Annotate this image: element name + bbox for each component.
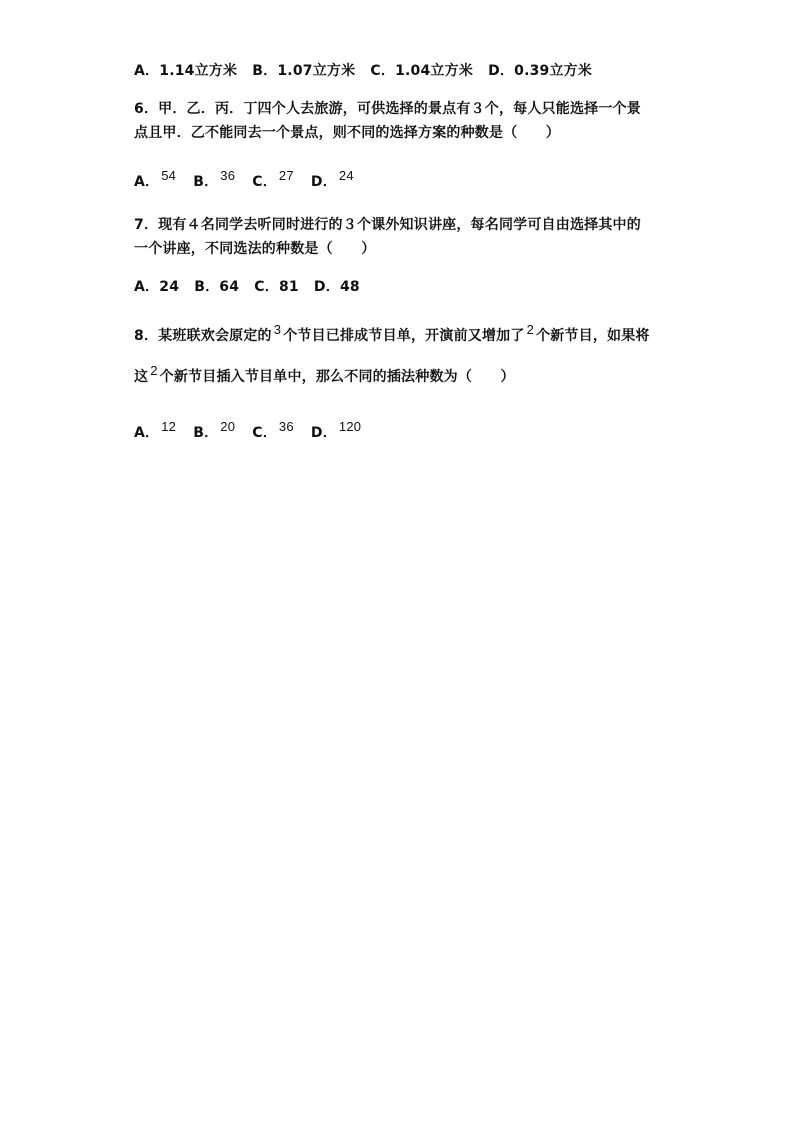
q7-option-a xyxy=(134,279,179,295)
q6-option-b xyxy=(193,168,237,190)
q6-stem-line-1: 6．甲．乙．丙．丁四个人去旅游，可供选择的景点有３个，每人只能选择一个景 xyxy=(134,101,641,117)
q7-options-line xyxy=(134,279,370,295)
q8-text: 个新节目，如果将 xyxy=(536,328,650,344)
q8-option-c xyxy=(252,419,296,441)
option-letter: C． xyxy=(254,279,279,295)
q7-stem-line-2: 一个讲座，不同选法的种数是（ ） xyxy=(134,241,376,257)
option-letter: B． xyxy=(193,174,219,190)
option-letter: C． xyxy=(252,174,277,190)
option-value: 20 xyxy=(220,419,236,434)
option-letter: D． xyxy=(310,174,337,190)
q8-number: 3 xyxy=(273,322,282,337)
q5-option-b xyxy=(252,63,355,79)
option-letter: D． xyxy=(310,425,337,441)
q6-options-line xyxy=(134,168,366,190)
q5-option-a xyxy=(134,63,237,79)
q6-option-d xyxy=(310,168,356,190)
q5-options-line xyxy=(134,63,602,79)
q8-number: 2 xyxy=(150,363,158,378)
option-value: 36 xyxy=(220,168,236,183)
option-value: 48 xyxy=(339,279,360,295)
q8-stem-line-1 xyxy=(134,322,650,344)
q8-option-a xyxy=(134,419,178,441)
option-letter: A． xyxy=(134,174,160,190)
option-letter: D． xyxy=(488,63,515,79)
q6-stem-line-2: 点且甲．乙不能同去一个景点，则不同的选择方案的种数是（ ） xyxy=(134,125,560,141)
option-value: 24 xyxy=(338,168,354,183)
option-letter: A． xyxy=(134,425,160,441)
q8-options-line xyxy=(134,419,373,441)
option-value: 81 xyxy=(278,279,299,295)
q5-option-c xyxy=(370,63,473,79)
option-value: 12 xyxy=(161,419,177,434)
option-value: 36 xyxy=(278,419,294,434)
q5-option-d xyxy=(488,63,592,79)
q8-text: 个新节目插入节目单中，那么不同的插法种数为（ ） xyxy=(159,369,515,385)
q8-text: 个节目已排成节目单，开演前又增加了 xyxy=(283,328,525,344)
option-letter: B． xyxy=(193,425,219,441)
q8-text: 8．某班联欢会原定的 xyxy=(134,328,272,344)
q6-option-a xyxy=(134,168,178,190)
q8-number: 2 xyxy=(526,322,535,337)
option-letter: D． xyxy=(313,279,340,295)
q8-option-d xyxy=(310,419,363,441)
option-text: 0.39立方米 xyxy=(514,63,593,79)
option-letter: B． xyxy=(194,279,220,295)
option-value: 27 xyxy=(278,168,294,183)
q7-option-d xyxy=(314,279,360,295)
option-text: 1.07立方米 xyxy=(277,63,356,79)
option-value: 24 xyxy=(159,279,180,295)
q7-stem-line-1: 7．现有４名同学去听同时进行的３个课外知识讲座，每名同学可自由选择其中的 xyxy=(134,217,641,233)
q8-stem-line-2 xyxy=(134,363,515,385)
option-letter: A． xyxy=(134,63,160,79)
option-text: 1.04立方米 xyxy=(395,63,474,79)
option-letter: B． xyxy=(252,63,278,79)
option-value: 64 xyxy=(219,279,240,295)
option-text: 1.14立方米 xyxy=(159,63,238,79)
option-value: 120 xyxy=(338,419,362,434)
q7-option-b xyxy=(194,279,239,295)
q7-option-c xyxy=(254,279,299,295)
option-letter: C． xyxy=(252,425,277,441)
q8-text: 这 xyxy=(134,369,149,385)
option-letter: C． xyxy=(370,63,396,79)
q6-option-c xyxy=(252,168,296,190)
option-value: 54 xyxy=(161,168,177,183)
q8-option-b xyxy=(193,419,237,441)
option-letter: A． xyxy=(134,279,160,295)
